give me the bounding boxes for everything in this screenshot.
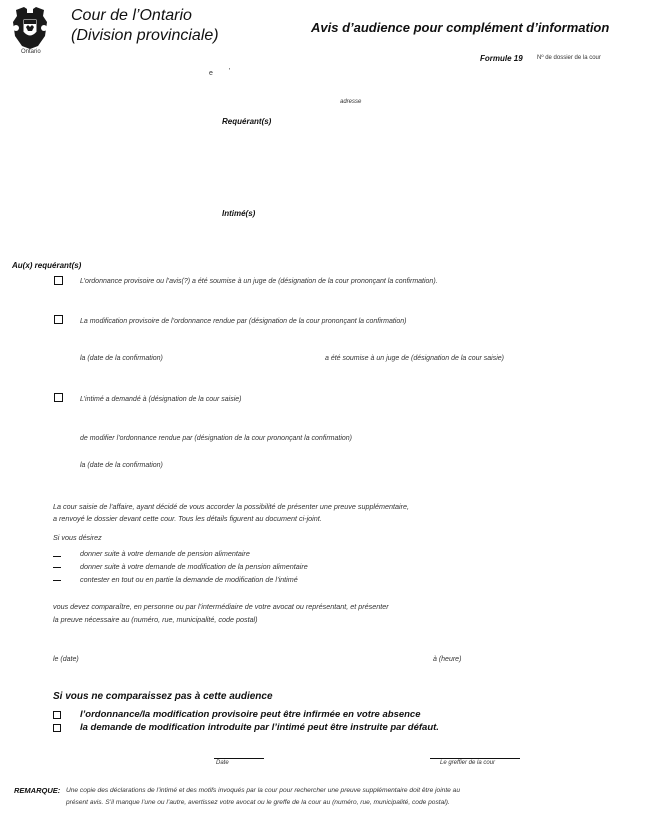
remark-line2: présent avis. S’il manque l’une ou l’autre, avertissez votre avocat ou le greffe de la cour au (numéro, rue, municipalité, code postal). (66, 799, 450, 806)
remark-label: REMARQUE: (14, 786, 61, 795)
referral-paragraph-line1: La cour saisie de l’affaire, ayant décidé de vous accorder la possibilité de présenter une preuve supplémentaire, (53, 502, 409, 511)
date-caption: Date (216, 760, 229, 766)
court-name-line2: (Division provinciale) (71, 27, 219, 44)
respondent-label: Intimé(s) (222, 209, 256, 218)
referral-paragraph-line2: a renvoyé le dossier devant cette cour. Tous les détails figurent au document ci-joint. (53, 514, 322, 523)
wish3-checkbox[interactable] (53, 580, 61, 581)
addressee-label: Au(x) requérant(s) (12, 261, 82, 270)
form-number-label: Formule 19 (480, 54, 523, 63)
remark-line1: Une copie des déclarations de l’intimé et des motifs invoqués par la cour pour rechercher une preuve supplémentaire doit être jointe au (66, 787, 461, 794)
default-item2-text: la demande de modification introduite par l’intimé peut être instruite par défaut. (80, 722, 439, 733)
option3-date-label: la (date de la confirmation) (80, 462, 163, 469)
appear-instructions-line1: vous devez comparaître, en personne ou par l’intermédiaire de votre avocat ou représentant, et présenter (53, 602, 389, 611)
court-name-line1: Cour de l’Ontario (71, 7, 192, 24)
option3-checkbox[interactable] (54, 393, 63, 402)
option2-checkbox[interactable] (54, 315, 63, 324)
hearing-time-label: à (heure) (433, 656, 462, 663)
wish2-checkbox[interactable] (53, 567, 61, 568)
option3-text-line1: L’intimé a demandé à (désignation de la cour saisie) (80, 396, 242, 403)
default-item1-checkbox[interactable] (53, 711, 61, 719)
address-label: adresse (340, 99, 362, 105)
option2-date-label: la (date de la confirmation) (80, 355, 163, 362)
clerk-signature-line (430, 758, 520, 759)
wish3-text: contester en tout ou en partie la demande de modification de l’intimé (80, 575, 298, 584)
hearing-date-label: le (date) (53, 656, 79, 663)
wish1-text: donner suite à votre demande de pension alimentaire (80, 549, 250, 558)
wish2-text: donner suite à votre demande de modification de la pension alimentaire (80, 562, 308, 571)
small-mark: ' (229, 68, 231, 75)
coat-of-arms-icon (10, 6, 50, 50)
date-signature-line (214, 758, 264, 759)
option2-text-line1: La modification provisoire de l’ordonnance rendue par (désignation de la cour prononçant la confirmation) (80, 318, 407, 325)
if-you-wish-label: Si vous désirez (53, 533, 102, 542)
court-file-number-label: Nº de dossier de la cour (537, 55, 601, 61)
between-mark: e (209, 70, 213, 77)
applicant-label: Requérant(s) (222, 117, 272, 126)
option1-text: L’ordonnance provisoire ou l’avis(?) a été soumise à un juge de (désignation de la cour prononçant la confirmation). (80, 278, 438, 285)
clerk-caption: Le greffier de la cour (440, 760, 496, 766)
coat-of-arms-caption: Ontario (21, 49, 41, 55)
default-item2-checkbox[interactable] (53, 724, 61, 732)
wish1-checkbox[interactable] (53, 556, 61, 557)
option2-text-line2: a été soumise à un juge de (désignation de la cour saisie) (325, 355, 504, 362)
ontario-coat-of-arms-logo (10, 6, 50, 56)
appear-instructions-line2: la preuve nécessaire au (numéro, rue, municipalité, code postal) (53, 615, 258, 624)
option1-checkbox[interactable] (54, 276, 63, 285)
document-title: Avis d’audience pour complément d’information (311, 20, 610, 35)
option3-text-line2: de modifier l’ordonnance rendue par (désignation de la cour prononçant la confirmation) (80, 435, 352, 442)
default-item1-text: l’ordonnance/la modification provisoire peut être infirmée en votre absence (80, 709, 421, 720)
default-heading: Si vous ne comparaissez pas à cette audience (53, 691, 273, 702)
